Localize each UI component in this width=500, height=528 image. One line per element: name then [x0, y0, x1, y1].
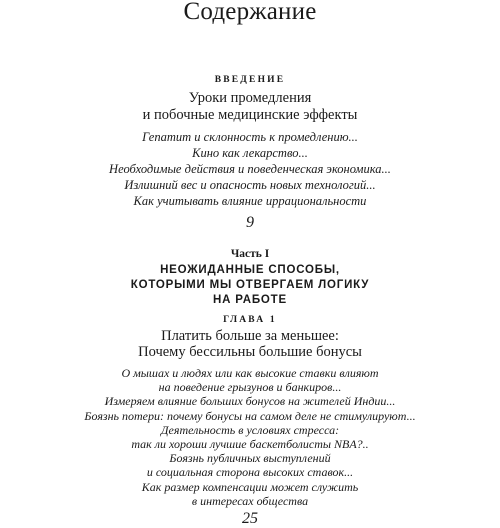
chapter-heading-line: Платить больше за меньшее:: [161, 328, 339, 344]
part-title-line: КОТОРЫМИ МЫ ОТВЕРГАЕМ ЛОГИКУ: [130, 279, 370, 291]
part-title-line: НА РАБОТЕ: [213, 294, 287, 306]
chapter-toc-item: Боязнь публичных выступлений: [169, 451, 331, 466]
introduction-toc-item: Кино как лекарство...: [192, 146, 308, 160]
chapter-page-number: 25: [242, 510, 258, 527]
introduction-kicker: ВВЕДЕНИЕ: [214, 75, 286, 85]
chapter-heading-line: Почему бессильны большие бонусы: [138, 344, 362, 360]
introduction-toc-item: Излишний вес и опасность новых технологий...: [124, 178, 376, 192]
chapter-toc-item: в интересах общества: [191, 493, 309, 508]
chapter-toc-item: Как размер компенсации может служить: [141, 479, 359, 494]
part-title-line: НЕОЖИДАННЫЕ СПОСОБЫ,: [160, 264, 340, 276]
part-label: Часть I: [230, 248, 270, 260]
introduction-toc-item: Как учитывать влияние иррациональности: [133, 194, 367, 208]
introduction-heading-line: и побочные медицинские эффекты: [142, 107, 358, 123]
introduction-page-number: 9: [246, 214, 254, 231]
introduction-toc-item: Гепатит и склонность к промедлению...: [142, 130, 358, 144]
chapter-toc-item: и социальная сторона высоких ставок...: [146, 465, 354, 480]
chapter-kicker: ГЛАВА 1: [223, 315, 277, 325]
chapter-toc-item: так ли хороши лучшие баскетболисты NBA?..: [131, 437, 369, 451]
page-title: Содержание: [183, 0, 317, 25]
chapter-toc-item: Боязнь потери: почему бонусы на самом деле не стимулируют...: [84, 408, 416, 423]
introduction-toc-item: Необходимые действия и поведенческая экономика...: [109, 162, 391, 176]
introduction-heading-line: Уроки промедления: [188, 90, 312, 106]
chapter-toc-item: на поведение грызунов и банкиров...: [158, 380, 342, 395]
chapter-toc-item: Деятельность в условиях стресса:: [160, 422, 340, 437]
chapter-toc-item: Измеряем влияние больших бонусов на жителей Индии...: [104, 394, 396, 409]
chapter-toc-item: О мышах и людях или как высокие ставки влияют: [121, 366, 379, 380]
